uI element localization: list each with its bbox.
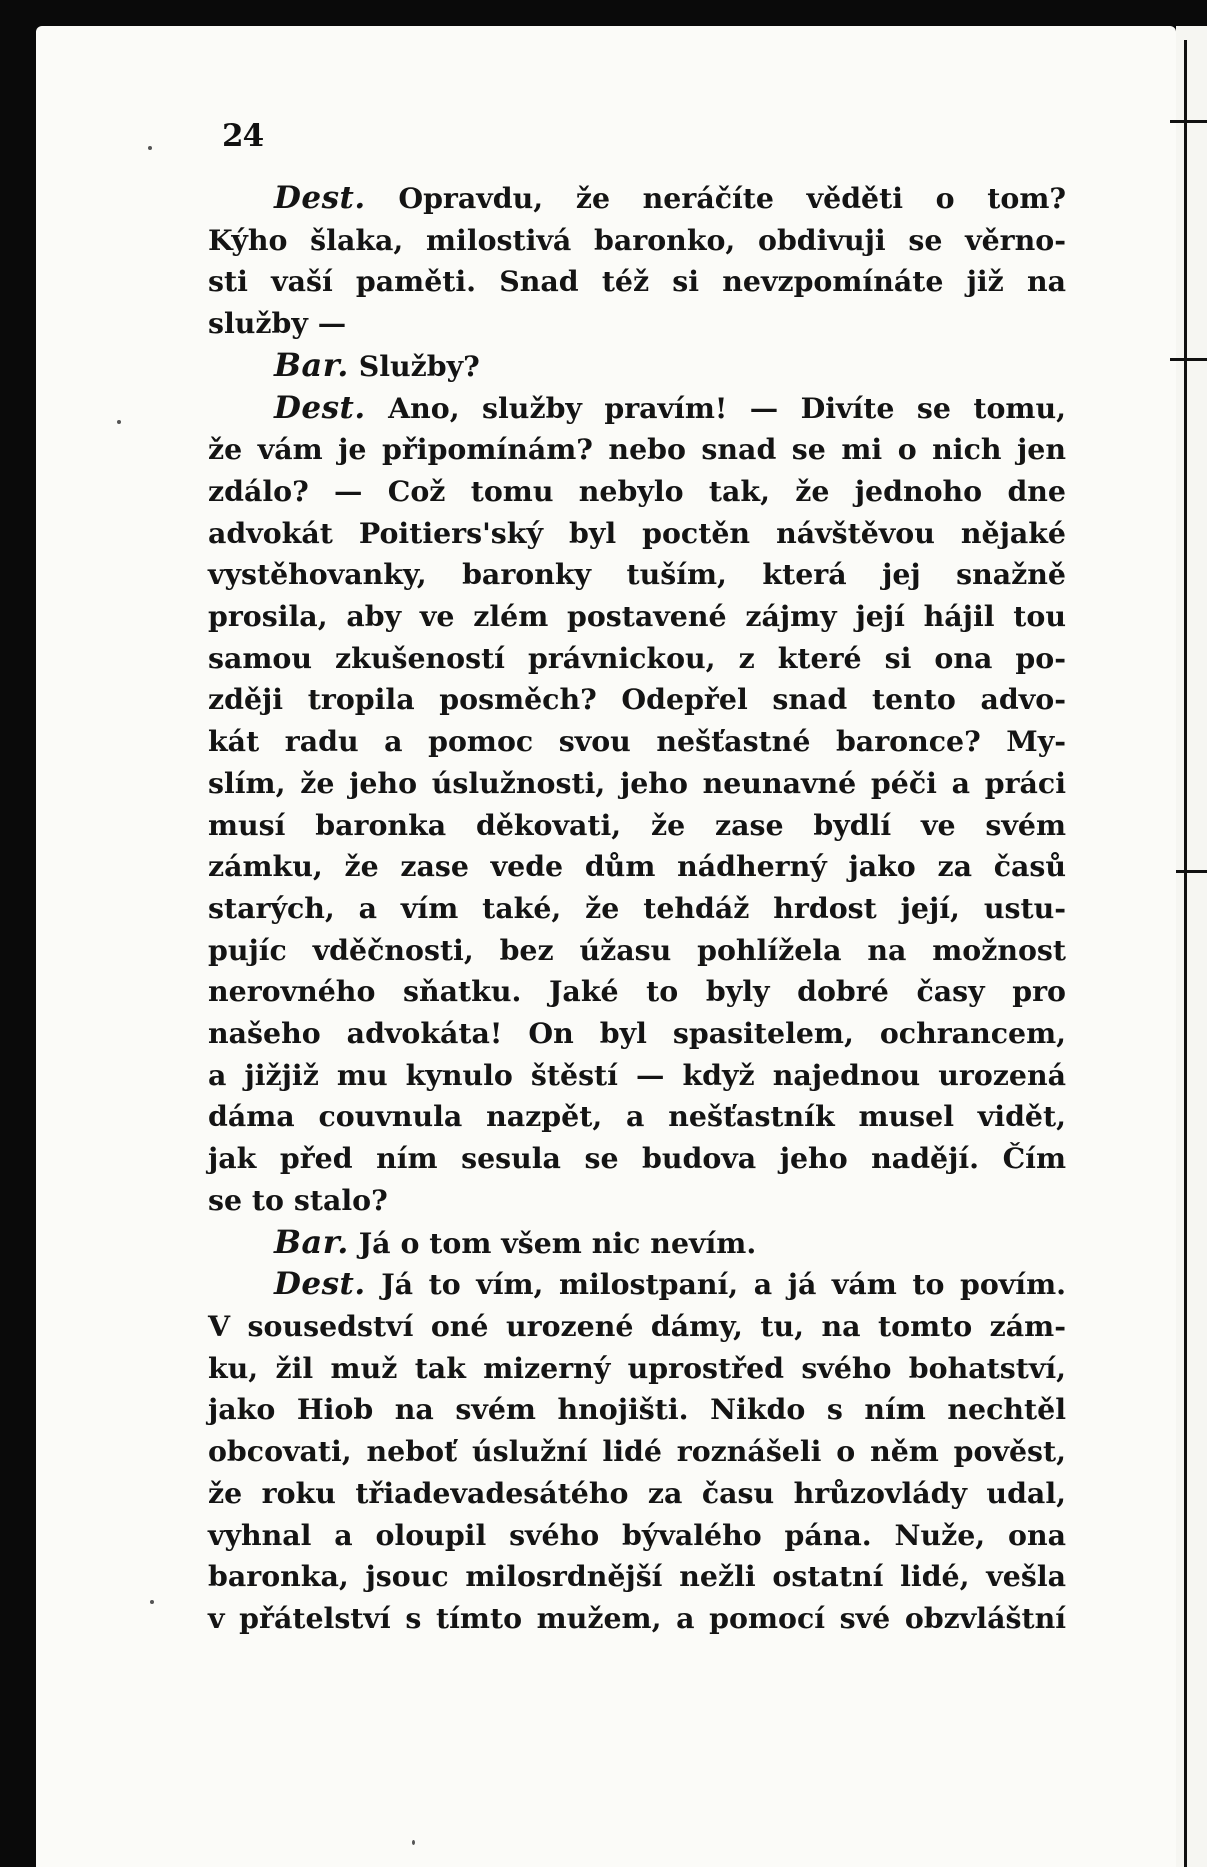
text-line: starých, a vím také, že tehdáž hrdost její, ustu-: [208, 890, 1066, 925]
body-text: [208, 178, 1066, 1640]
text-line: jako Hiob na svém hnojišti. Nikdo s ním nechtěl: [208, 1392, 1066, 1427]
text-line: sti vaší paměti. Snad též si nevzpomínáte již na: [208, 264, 1066, 299]
speaker-label: Dest.: [274, 1266, 366, 1303]
text-line: slím, že jeho úslužnosti, jeho neunavné péči a práci: [208, 765, 1066, 800]
text-line: že roku třiadevadesátého za času hrůzovlády udal,: [208, 1475, 1066, 1510]
paragraph: [208, 1222, 1066, 1265]
text-line: baronka, jsouc milosrdnější nežli ostatní lidé, vešla: [208, 1559, 1066, 1594]
text-line: zději tropila posměch? Odepřel snad tento advo-: [208, 682, 1066, 717]
paper-speck: [150, 1600, 154, 1604]
text-line: a jižjiž mu kynulo štěstí — když najednou urozená: [208, 1057, 1066, 1092]
text-line: Služby?: [358, 348, 480, 383]
text-line: prosila, aby ve zlém postavené zájmy její hájil tou: [208, 599, 1066, 634]
paper-speck: [148, 146, 152, 150]
text-line: našeho advokáta! On byl spasitelem, ochrancem,: [208, 1016, 1066, 1051]
paper-speck: [412, 1840, 415, 1845]
text-line: Já o tom všem nic nevím.: [358, 1225, 757, 1260]
text-line: jak před ním sesula se budova jeho nadějí. Čím: [208, 1141, 1066, 1176]
text-line: vystěhovanky, baronky tuším, která jej snažně: [208, 557, 1066, 592]
text-line: ku, žil muž tak mizerný uprostřed svého bohatství,: [208, 1350, 1066, 1385]
speaker-label: Bar.: [274, 345, 349, 384]
text-line: nerovného sňatku. Jaké to byly dobré časy pro: [208, 974, 1066, 1009]
paragraph: [208, 345, 1066, 388]
binding-tick: [1176, 870, 1207, 873]
text-line: Opravdu, že neráčíte věděti o tom?: [398, 181, 1066, 215]
text-line: Ano, služby pravím! — Divíte se tomu,: [388, 390, 1066, 425]
text-line: Já to vím, milostpaní, a já vám to povím.: [381, 1267, 1066, 1302]
text-line: vyhnal a oloupil svého bývalého pána. Nuže, ona: [208, 1517, 1066, 1552]
text-line: advokát Poitiers'ský byl poctěn návštěvou nějaké: [208, 515, 1066, 550]
paragraph: [208, 178, 1066, 345]
page-number: 24: [222, 118, 264, 154]
text-line: zdálo? — Což tomu nebylo tak, že jednoho dne: [208, 473, 1066, 508]
speaker-label: Dest.: [274, 389, 366, 426]
text-line: zámku, že zase vede dům nádherný jako za časů: [208, 849, 1066, 884]
binding-tick: [1170, 120, 1207, 123]
adjacent-page-edge: [1176, 26, 1207, 1867]
text-line: musí baronka děkovati, že zase bydlí ve svém: [208, 807, 1066, 842]
text-line: Kýho šlaka, milostivá baronko, obdivuji se věrno-: [208, 222, 1066, 257]
speaker-label: Dest.: [274, 180, 366, 216]
binding-edge-line: [1184, 40, 1187, 1867]
speaker-label: Bar.: [274, 1222, 349, 1261]
paragraph: [208, 388, 1066, 1222]
text-line: V sousedství oné urozené dámy, tu, na tomto zám-: [208, 1308, 1066, 1343]
text-line: pujíc vděčnosti, bez úžasu pohlížela na možnost: [208, 932, 1066, 967]
text-line: se to stalo?: [208, 1182, 388, 1217]
text-line: dáma couvnula nazpět, a nešťastník musel vidět,: [208, 1099, 1066, 1134]
text-line: v přátelství s tímto mužem, a pomocí své obzvláštní: [208, 1600, 1066, 1635]
paper-speck: [117, 420, 121, 424]
text-line: služby —: [208, 306, 347, 341]
binding-tick: [1170, 358, 1207, 361]
text-line: samou zkušeností právnickou, z které si ona po-: [208, 640, 1066, 675]
paragraph: [208, 1264, 1066, 1639]
text-line: že vám je připomínám? nebo snad se mi o nich jen: [208, 432, 1066, 467]
text-line: obcovati, neboť úslužní lidé roznášeli o něm pověst,: [208, 1434, 1066, 1469]
text-line: kát radu a pomoc svou nešťastné baronce? My-: [208, 724, 1066, 759]
